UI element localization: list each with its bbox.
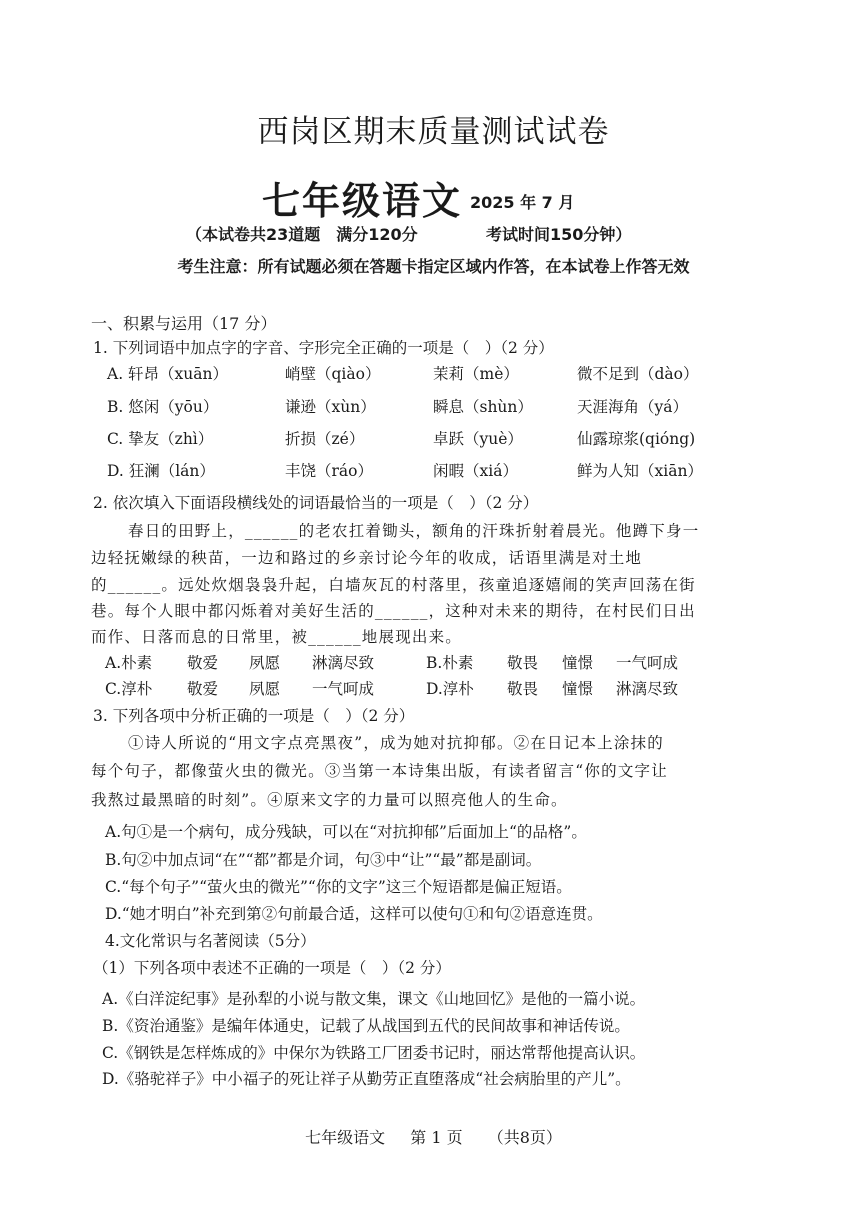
q1-option-a3: 茉莉（mè） [433, 365, 519, 383]
q2-option-c-1: C.淳朴 [105, 680, 153, 698]
exam-meta-left: （本试卷共23道题 满分120分 [186, 225, 418, 244]
q1-option-c4: 仙露琼浆(qióng) [577, 430, 696, 448]
q4-option-c: C.《钢铁是怎样炼成的》中保尔为铁路工厂团委书记时，丽达常帮他提高认识。 [102, 1044, 646, 1062]
q1-option-c2: 折损（zé） [285, 430, 365, 448]
q2-passage-line: 春日的田野上，______的老农扛着锄头，额角的汗珠折射着晨光。他蹲下身一 [128, 522, 700, 540]
q4-option-b: B.《资治通鉴》是编年体通史，记载了从战国到五代的民间故事和神话传说。 [102, 1017, 630, 1035]
q2-option-a-2: 敬爱 [187, 654, 219, 672]
q2-option-d-3: 憧憬 [562, 680, 594, 698]
q2-option-b-3: 憧憬 [562, 654, 594, 672]
q1-option-d4: 鲜为人知（xiān） [577, 462, 703, 480]
q3-option-b: B.句②中加点词“在”“都”都是介词，句③中“让”“最”都是副词。 [105, 851, 542, 869]
q2-option-b-1: B.朴素 [426, 654, 474, 672]
q1-option-d1: D. 狂澜（lán） [107, 462, 215, 480]
q2-option-c-3: 夙愿 [249, 680, 281, 698]
section-title: 一、积累与运用（17 分） [91, 314, 277, 333]
q3-passage-line: 我熬过最黑暗的时刻”。④原来文字的力量可以照亮他人的生命。 [91, 791, 568, 809]
q2-option-d-2: 敬畏 [507, 680, 539, 698]
q2-option-b-4: 一气呵成 [616, 654, 679, 672]
q3-option-c: C.“每个句子”“萤火虫的微光”“你的文字”这三个短语都是偏正短语。 [105, 878, 572, 896]
q4-option-d: D.《骆驼祥子》中小福子的死让祥子从勤劳正直堕落成“社会病胎里的产儿”。 [102, 1070, 631, 1088]
footer-page-total: （共8页） [487, 1128, 562, 1147]
q1-option-d2: 丰饶（ráo） [285, 462, 373, 480]
q1-stem: 1. 下列词语中加点字的字音、字形完全正确的一项是（ ）（2 分） [93, 339, 554, 357]
q2-passage-line: 的______。远处炊烟袅袅升起，白墙灰瓦的村落里，孩童追逐嬉闹的笑声回荡在街 [91, 576, 696, 594]
q2-option-d-4: 淋漓尽致 [616, 680, 679, 698]
q2-option-a-1: A.朴素 [105, 654, 153, 672]
q4-sub1-stem: （1）下列各项中表述不正确的一项是（ ）（2 分） [93, 959, 451, 977]
q2-stem: 2. 依次填入下面语段横线处的词语最恰当的一项是（ ）（2 分） [93, 494, 539, 512]
q2-option-c-4: 一气呵成 [312, 680, 375, 698]
q3-option-d: D.“她才明白”补充到第②句前最合适，这样可以使句①和句②语意连贯。 [105, 905, 603, 923]
exam-date: 2025 年 7 月 [470, 193, 575, 212]
q2-option-a-3: 夙愿 [249, 654, 281, 672]
q1-option-a1: A. 轩昂（xuān） [107, 365, 228, 383]
q1-option-b1: B. 悠闲（yōu） [107, 398, 219, 416]
q1-option-d3: 闲暇（xiá） [433, 462, 518, 480]
q3-stem: 3. 下列各项中分析正确的一项是（ ）（2 分） [93, 707, 415, 725]
subject-title: 七年级语文 [262, 179, 463, 223]
q2-option-a-4: 淋漓尽致 [312, 654, 375, 672]
footer-page-number: 第 1 页 [410, 1128, 463, 1147]
exam-notice: 考生注意：所有试题必须在答题卡指定区域内作答，在本试卷上作答无效 [177, 257, 690, 276]
q1-option-b2: 谦逊（xùn） [285, 398, 376, 416]
q1-option-b4: 天涯海角（yá） [577, 398, 688, 416]
q1-option-a4: 微不足到（dào） [577, 365, 699, 383]
q1-option-c3: 卓跃（yuè） [433, 430, 523, 448]
q2-option-d-1: D.淳朴 [426, 680, 474, 698]
footer-subject: 七年级语文 [305, 1128, 386, 1147]
q4-title: 4.文化常识与名著阅读（5分） [105, 932, 316, 950]
q2-passage-line: 而作、日落而息的日常里，被______地展现出来。 [91, 628, 463, 646]
q3-option-a: A.句①是一个病句，成分残缺，可以在“对抗抑郁”后面加上“的品格”。 [105, 823, 587, 841]
q3-passage-line: ①诗人所说的“用文字点亮黑夜”，成为她对抗抑郁。②在日记本上涂抹的 [128, 734, 664, 752]
q1-option-a2: 峭壁（qiào） [285, 365, 381, 383]
q2-passage-line: 巷。每个人眼中都闪烁着对美好生活的______，这种对未来的期待，在村民们日出 [91, 602, 696, 620]
q4-option-a: A.《白洋淀纪事》是孙犁的小说与散文集，课文《山地回忆》是他的一篇小说。 [102, 990, 646, 1008]
school-title: 西岗区期末质量测试试卷 [257, 114, 610, 150]
q2-option-c-2: 敬爱 [187, 680, 219, 698]
q2-option-b-2: 敬畏 [507, 654, 539, 672]
q2-passage-line: 边轻抚嫩绿的秧苗，一边和路过的乡亲讨论今年的收成，话语里满是对土地 [91, 549, 643, 567]
page-footer [0, 1125, 867, 1148]
exam-meta-right: 考试时间150分钟） [486, 225, 632, 244]
q3-passage-line: 每个句子，都像萤火虫的微光。③当第一本诗集出版，有读者留言“你的文字让 [91, 762, 668, 780]
q1-option-b3: 瞬息（shùn） [433, 398, 533, 416]
q1-option-c1: C. 挚友（zhì） [107, 430, 214, 448]
